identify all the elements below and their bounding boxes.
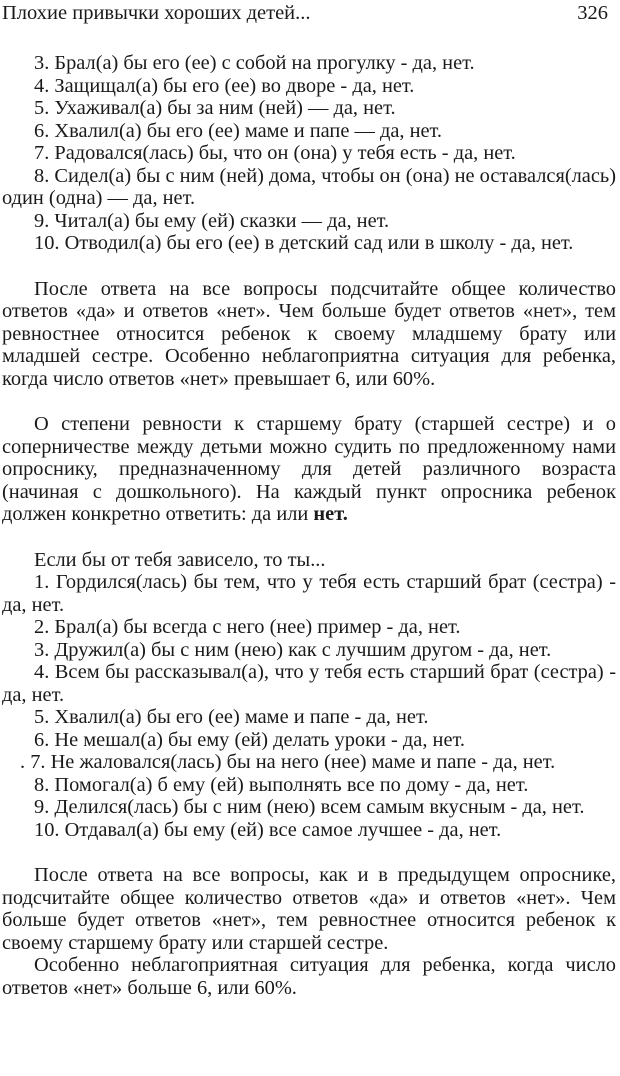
running-title: Плохие привычки хороших детей...: [2, 2, 311, 24]
list-item: 3. Брал(а) бы его (ее) с собой на прогулку - да, нет.: [34, 52, 475, 74]
list-item: 10. Отводил(а) бы его (ее) в детский сад или в школу - да, нет.: [34, 232, 574, 254]
questionnaire-intro: Если бы от тебя зависело, то ты...: [34, 548, 326, 571]
paragraph-scoring-one: После ответа на все вопросы подсчитайте общее количество ответов «да» и ответов «нет». Чем больше будет ответов «нет», тем ревностнее относится ребенок к своему младшему брату или младшей сестре. Особенно неблагоприятна ситуация для ребенка, когда число ответов «нет» превышает 6, или 60%.: [2, 277, 616, 390]
list-item: 4. Всем бы рассказывал(а), что у тебя есть старший брат (сестра) - да, нет.: [2, 661, 616, 706]
page-header: [0, 2, 620, 30]
list-item: 6. Не мешал(а) бы ему (ей) делать уроки - да, нет.: [34, 728, 465, 751]
paragraph-scoring-two: После ответа на все вопросы, как и в предыдущем опроснике, подсчитайте общее количество ответов «да» и ответов «нет». Чем больше будет ответов «нет», тем ревностнее относится ребенок к своему старшему брату или старшей сестре.: [2, 864, 616, 954]
page-number: 326: [577, 2, 608, 24]
spacer: [2, 841, 616, 864]
paragraph-intro-two: [2, 413, 616, 526]
paragraph-intro-text: О степени ревности к старшему брату (старшей сестре) и о соперничестве между детьми можно судить по предложенному нами опроснику, предназначенному для детей различного возраста (начиная с дошкольного). На каждый пункт опросника ребенок должен конкретно ответить: да или: [2, 413, 616, 525]
list-item: . 7. Не жаловался(лась) бы на него (нее) маме и папе - да, нет.: [20, 751, 556, 773]
paragraph-conclusion: Особенно неблагоприятная ситуация для ребенка, когда число ответов «нет» больше 6, или 60%.: [2, 954, 616, 999]
questionnaire-one: [2, 52, 616, 255]
list-item: 5. Хвалил(а) бы его (ее) маме и папе - да, нет.: [34, 706, 429, 728]
list-item: 8. Сидел(а) бы с ним (ней) дома, чтобы он (она) не оставался(лась) один (одна) — да, нет.: [2, 164, 616, 209]
list-item: 4. Защищал(а) бы его (ее) во дворе - да, нет.: [34, 74, 415, 97]
list-item: 2. Брал(а) бы всегда с него (нее) пример - да, нет.: [34, 616, 461, 638]
list-item: 10. Отдавал(а) бы ему (ей) все самое лучшее - да, нет.: [34, 818, 502, 841]
list-item: 1. Гордился(лась) бы тем, что у тебя есть старший брат (сестра) - да, нет.: [2, 571, 616, 616]
page-body: [2, 52, 616, 999]
spacer: [2, 526, 616, 549]
spacer: [2, 255, 616, 278]
list-item: 5. Ухаживал(а) бы за ним (ней) — да, нет.: [34, 97, 396, 119]
list-item: 8. Помогал(а) б ему (ей) выполнять все по дому - да, нет.: [34, 773, 529, 796]
list-item: 7. Радовался(лась) бы, что он (она) у тебя есть - да, нет.: [34, 142, 516, 164]
list-item: 6. Хвалил(а) бы его (ее) маме и папе — да, нет.: [34, 119, 443, 142]
list-item: 9. Читал(а) бы ему (ей) сказки — да, нет.: [34, 209, 390, 232]
questionnaire-two: [2, 549, 616, 842]
list-item: 9. Делился(лась) бы с ним (нею) всем самым вкусным - да, нет.: [34, 796, 585, 818]
paragraph-intro-bold: нет.: [313, 503, 348, 525]
list-item: 3. Дружил(а) бы с ним (нею) как с лучшим другом - да, нет.: [34, 638, 552, 661]
spacer: [2, 390, 616, 413]
